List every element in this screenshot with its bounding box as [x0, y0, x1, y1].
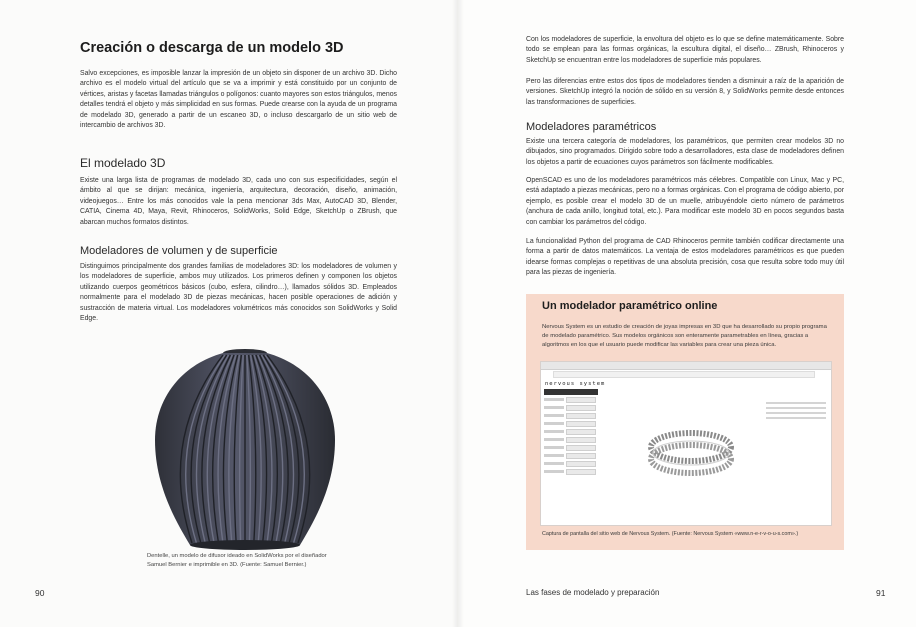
volumen-paragraph: Distinguimos principalmente dos grandes familias de modeladores 3D: los modeladores de volumen y los modeladores de superficie, ambos muy utilizados. Los primeros definen y componen los objetos utilizando cuerpos geométricos básicos (cubo, esfera, cilindro…), llamados sólidos 3D. Empleados normalmente para el modelado 3D de piezas mecánicas, hacen posible operaciones de adición y sustracción de materia virtual. Los modeladores volumétricos más conocidos son SolidWorks y Solid Edge.	[80, 263, 397, 323]
differences-paragraph: Pero las diferencias entre estos dos tipos de modeladores tienden a disminuir a raíz de la aparición de versiones. SketchUp integró la noción de sólido en su versión 8, y SolidWorks permite desde entonces las transformaciones de superficies.	[526, 78, 844, 106]
parameter-panel	[544, 389, 598, 519]
parameter-panel-header	[544, 389, 598, 395]
browser-tab-bar	[541, 362, 831, 370]
callout-text: Nervous System es un estudio de creación de joyas impresas en 3D que ha desarrollado su propio programa de modelado paramétrico. Sus modelos orgánicos son enteramente parametrables en línea, gracias a algoritmos en los que el usuario puede modificar las variables para crear una pieza única.	[542, 324, 827, 349]
python-paragraph: La funcionalidad Python del programa de CAD Rhinoceros permite también codificar directamente una forma a partir de datos matemáticos. La ventaja de estos modeladores paramétricos es que pueden idearse formas complejas o repetitivas de una absoluta precisión, cosa que resulta sobre todo muy útil para las piezas de ingeniería.	[526, 238, 844, 277]
options-panel	[766, 402, 826, 432]
modelado-paragraph: Existe una larga lista de programas de modelado 3D, cada uno con sus especificidades, según el ámbito al que se dirijan: mecánica, ingeniería, arquitectura, decoración, diseño, animación, videojuegos… Entre los más conocidos vale la pena mencionar 3ds Max, AutoCAD 3D, Blender, CATIA, Cinema 4D, Maya, Revit, Rhinoceros, SolidWorks, Solid Edge, SketchUp o ZBrush, que abarcan muchos formatos distintos.	[80, 177, 397, 226]
browser-address-bar	[553, 371, 815, 378]
book-gutter	[452, 0, 464, 627]
nervous-system-screenshot	[540, 361, 832, 526]
page-title: Creación o descarga de un modelo 3D	[80, 40, 344, 56]
screenshot-caption: Captura de pantalla del sitio web de Nervous System. (Fuente: Nervous System «www.n-e-r-v-o-u-s.com».)	[542, 531, 799, 537]
vase-illustration	[150, 345, 340, 560]
vase-base	[190, 540, 300, 550]
chapter-footer: Las fases de modelado y preparación	[526, 588, 660, 597]
section-title-parametricos: Modeladores paramétricos	[526, 121, 657, 133]
page-number-right: 91	[876, 588, 886, 598]
surface-paragraph: Con los modeladores de superficie, la envoltura del objeto es lo que se define matemáticamente. Sobre todo se emplean para las formas orgánicas, la escultura digital, el diseño… ZBrush, Rhinoceros y SketchUp se encuentran entre los modeladores de superficie más populares.	[526, 36, 844, 64]
callout-title: Un modelador paramétrico online	[542, 300, 718, 312]
intro-paragraph: Salvo excepciones, es imposible lanzar la impresión de un objeto sin disponer de un archivo 3D. Dicho archivo es el modelo virtual del artículo que se va a imprimir y está constituido por un conjunto de vértices, aristas y facetas llamadas triángulos o polígonos: cuanto mayores son estos triángulos, menos detalles tendrá el objeto y más simplicidad en sus formas. Puede crearse con la ayuda de un programa de modelado 3D, generado a partir de un escaneo 3D, o incluso descargarlo de un sitio web de intercambio de archivos 3D.	[80, 70, 397, 130]
vase-svg	[150, 345, 340, 560]
site-logo: nervous system	[545, 381, 606, 387]
section-title-volumen: Modeladores de volumen y de superficie	[80, 245, 278, 257]
parametric-paragraph: Existe una tercera categoría de modeladores, los paramétricos, que permiten crear modelos 3D no dibujados, sino programados. Dirigido sobre todo a desarrolladores, esta clase de modeladores definen los objetos a partir de ecuaciones cuyos parámetros son fácilmente modificables.	[526, 138, 844, 166]
section-title-modelado: El modelado 3D	[80, 156, 166, 170]
page-number-left: 90	[35, 588, 45, 598]
vase-caption: Dentelle, un modelo de difusor ideado en SolidWorks por el diseñador Samuel Bernier e imprimible en 3D. (Fuente: Samuel Bernier.)	[147, 553, 327, 568]
openscad-paragraph: OpenSCAD es uno de los modeladores paramétricos más célebres. Compatible con Linux, Mac y PC, está adaptado a piezas mecánicas, pero no a formas orgánicas. Con el programa de código abierto, por ejemplo, es posible crear el modelo 3D de un muelle, atribuyéndole cierto número de parámetros (anchura de cada anillo, longitud total, etc.). Para modificar este modelo 3D en pocos segundos basta con cambiar los parámetros del código.	[526, 177, 844, 226]
bracelet-model	[636, 417, 746, 492]
